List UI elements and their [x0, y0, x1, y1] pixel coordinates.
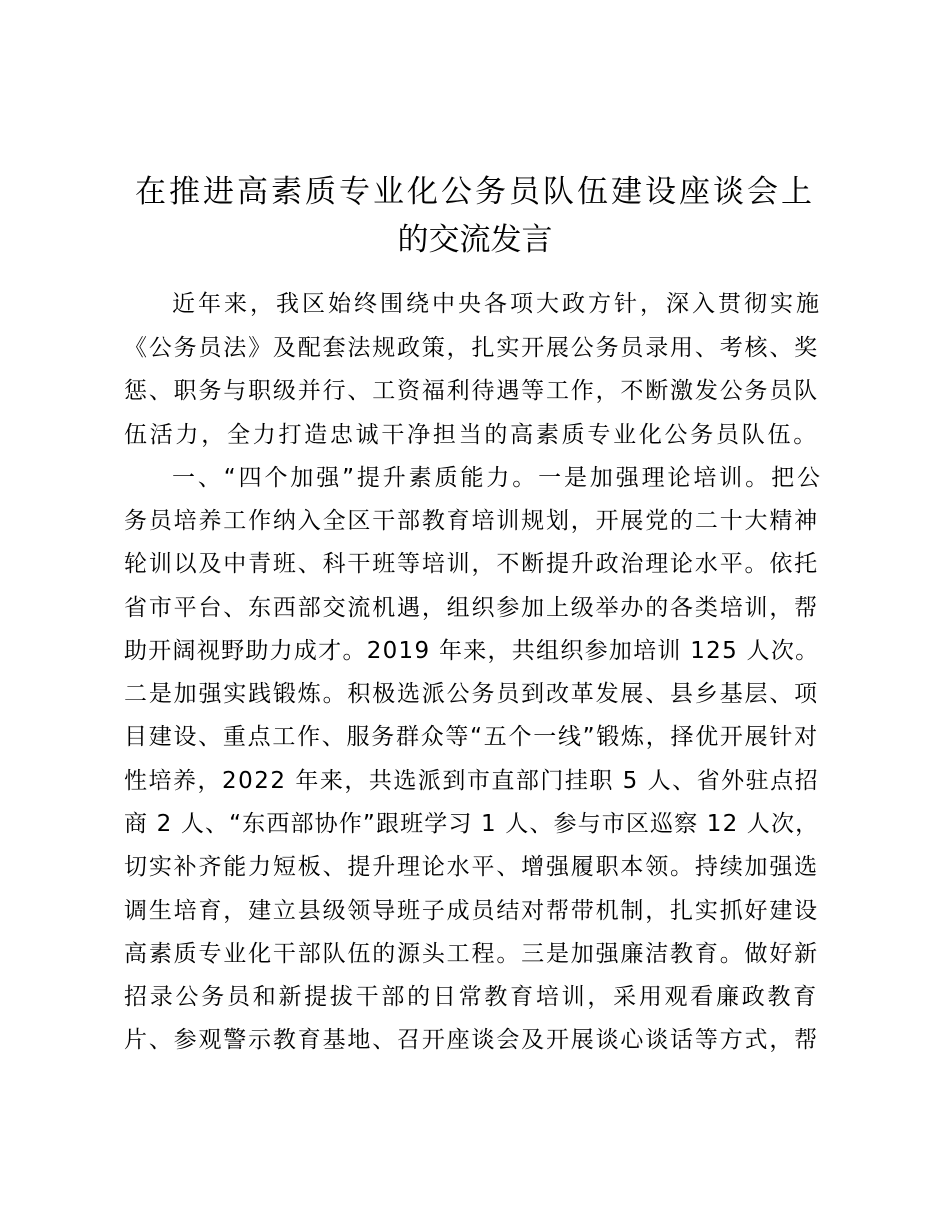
- body-line-7: 轮训以及中青班、科干班等培训，不断提升政治理论水平。依托: [124, 551, 819, 577]
- document-title-line-2: 的交流发言: [397, 222, 553, 258]
- body-line-3: 惩、职务与职级并行、工资福利待遇等工作，不断激发公务员队: [124, 378, 819, 404]
- body-line-1: 近年来，我区始终围绕中央各项大政方针，深入贯彻实施: [172, 291, 822, 317]
- body-line-12: 性培养，2022 年来，共选派到市直部门挂职 5 人、省外驻点招: [124, 768, 820, 794]
- body-line-8: 省市平台、东西部交流机遇，组织参加上级举办的各类培训，帮: [124, 595, 819, 621]
- body-line-2: 《公务员法》及配套法规政策，扎实开展公务员录用、考核、奖: [124, 335, 819, 361]
- document-title-line-1: 在推进高素质专业化公务员队伍建设座谈会上: [135, 174, 815, 210]
- body-line-16: 高素质专业化干部队伍的源头工程。三是加强廉洁教育。做好新: [124, 941, 819, 967]
- body-line-14: 切实补齐能力短板、提升理论水平、增强履职本领。持续加强选: [124, 854, 819, 880]
- body-line-18: 片、参观警示教育基地、召开座谈会及开展谈心谈话等方式，帮: [124, 1027, 819, 1053]
- body-line-5: 一、“四个加强”提升素质能力。一是加强理论培训。把公: [172, 465, 823, 491]
- body-line-13: 商 2 人、“东西部协作”跟班学习 1 人、参与市区巡察 12 人次，: [124, 811, 820, 837]
- body-line-4: 伍活力，全力打造忠诚干净担当的高素质专业化公务员队伍。: [124, 422, 820, 448]
- body-line-9: 助开阔视野助力成才。2019 年来，共组织参加培训 125 人次。: [124, 638, 820, 664]
- body-line-15: 调生培育，建立县级领导班子成员结对帮带机制，扎实抓好建设: [124, 898, 819, 924]
- body-line-17: 招录公务员和新提拔干部的日常教育培训，采用观看廉政教育: [124, 984, 820, 1010]
- body-line-10: 二是加强实践锻炼。积极选派公务员到改革发展、县乡基层、项: [124, 681, 819, 707]
- body-line-6: 务员培养工作纳入全区干部教育培训规划，开展党的二十大精神: [124, 508, 819, 534]
- body-line-11: 目建设、重点工作、服务群众等“五个一线”锻炼，择优开展针对: [124, 724, 819, 750]
